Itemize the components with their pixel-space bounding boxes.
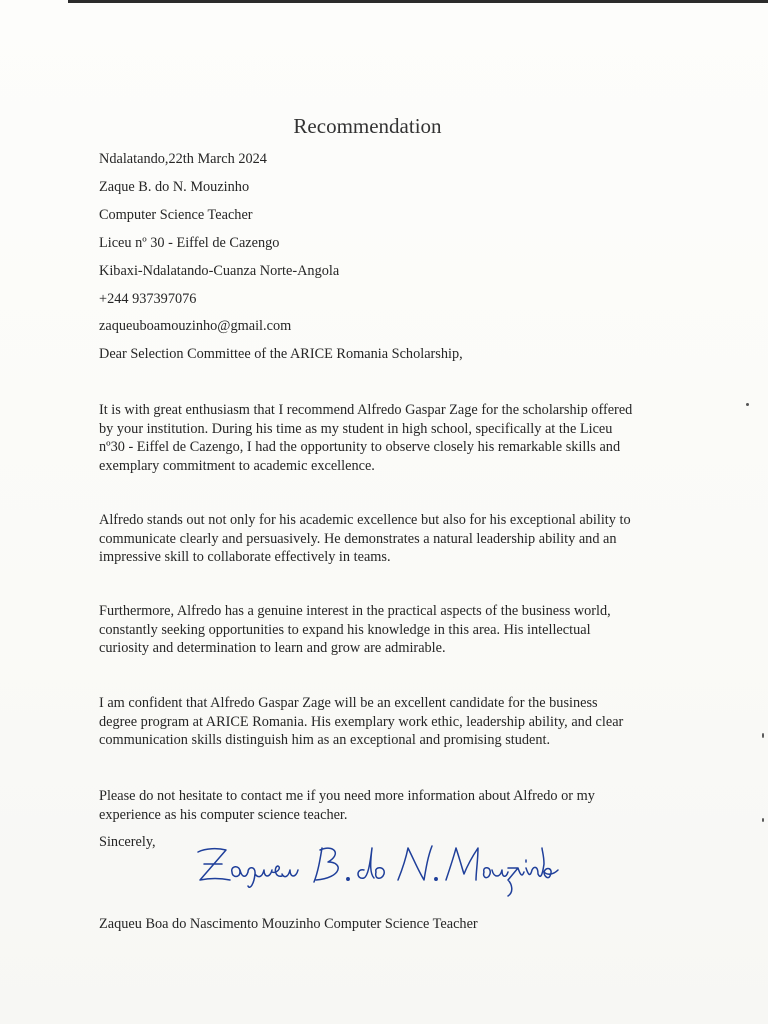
scan-top-edge bbox=[68, 0, 768, 3]
paragraph-5: Please do not hesitate to contact me if you need more information about Alfredo or my experience as his computer science teacher. bbox=[99, 788, 595, 823]
sender-address: Kibaxi-Ndalatando-Cuanza Norte-Angola bbox=[99, 263, 340, 279]
closing: Sincerely, bbox=[99, 834, 156, 850]
salutation: Dear Selection Committee of the ARICE Romania Scholarship, bbox=[99, 346, 463, 362]
scan-speck bbox=[762, 733, 764, 738]
scan-speck bbox=[746, 403, 749, 406]
sender-email: zaqueuboamouzinho@gmail.com bbox=[99, 318, 292, 334]
page-title: Recommendation bbox=[293, 114, 442, 138]
paragraph-3: Furthermore, Alfredo has a genuine interest in the practical aspects of the business world, constantly seeking opportunities to expand his knowledge in this area. His intellectual curiosity and determination to learn and grow are admirable. bbox=[99, 603, 611, 656]
signatory-line: Zaqueu Boa do Nascimento Mouzinho Computer Science Teacher bbox=[99, 916, 478, 932]
paragraph-1: It is with great enthusiasm that I recommend Alfredo Gaspar Zage for the scholarship offered by your institution. During his time as my student in high school, specifically at the Liceu nº30 - Eiffel de Cazengo, I had the opportunity to observe closely his remarkable skills and exemplary commitment to academic excellence. bbox=[99, 402, 633, 474]
school-name: Liceu nº 30 - Eiffel de Cazengo bbox=[99, 235, 280, 251]
paragraph-4: I am confident that Alfredo Gaspar Zage will be an excellent candidate for the business degree program at ARICE Romania. His exemplary work ethic, leadership ability, and clear communication skills distinguish him as an exceptional and promising student. bbox=[99, 695, 624, 748]
date-line: Ndalatando,22th March 2024 bbox=[99, 151, 267, 167]
sender-role: Computer Science Teacher bbox=[99, 207, 253, 223]
paragraph-2: Alfredo stands out not only for his academic excellence but also for his exceptional ability to communicate clearly and persuasively. He demonstrates a natural leadership ability and an impressive skill to collaborate effectively in teams. bbox=[99, 512, 631, 565]
sender-name: Zaque B. do N. Mouzinho bbox=[99, 179, 250, 195]
sender-phone: +244 937397076 bbox=[99, 291, 197, 307]
handwritten-signature bbox=[192, 834, 562, 900]
scan-speck bbox=[762, 818, 764, 822]
